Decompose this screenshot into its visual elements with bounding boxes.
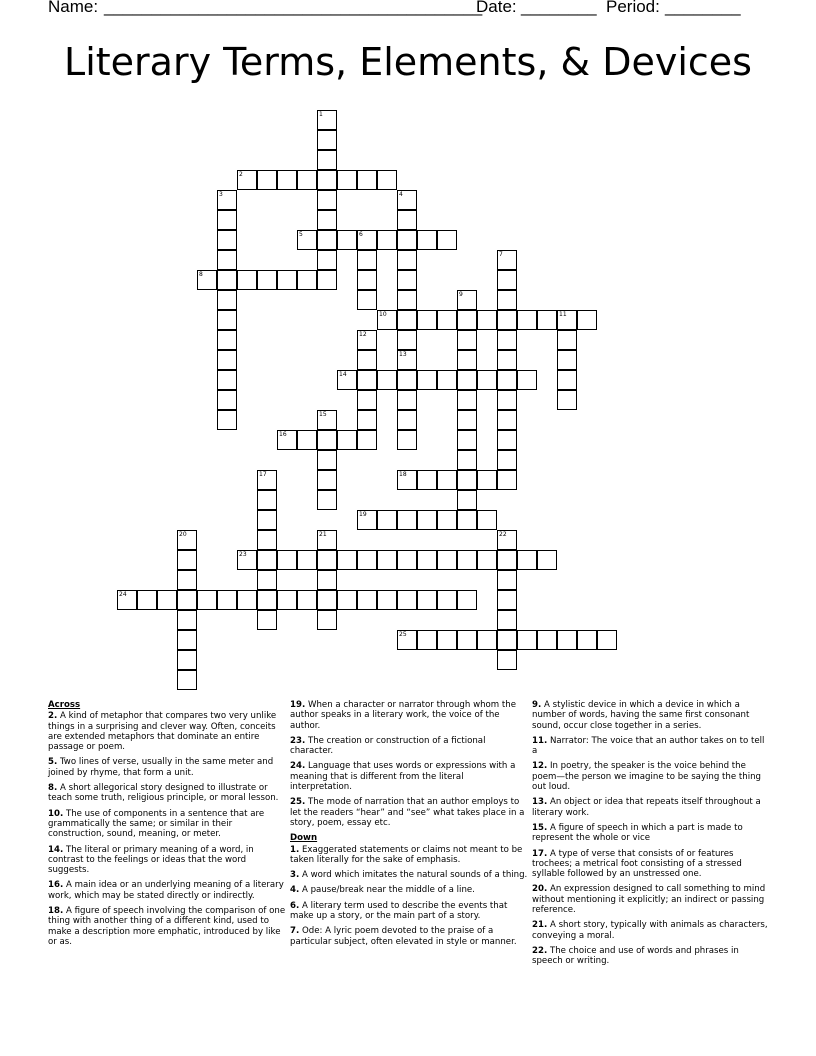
- clue-down-12: 12. In poetry, the speaker is the voice behind the poem—the person we imagine to be saying the thing out loud.: [532, 761, 761, 793]
- crossword-cell[interactable]: [177, 630, 197, 650]
- down-heading: Down: [290, 833, 318, 844]
- crossword-cell[interactable]: [537, 310, 557, 330]
- clue-down-3: 3. A word which imitates the natural sounds of a thing.: [290, 870, 528, 881]
- period-blank: ________: [665, 0, 741, 16]
- name-blank: ________________________________________: [104, 0, 483, 16]
- crossword-cell[interactable]: [177, 570, 197, 590]
- clue-down-1: 1. Exaggerated statements or claims not meant to be taken literally for the sake of emphasis.: [290, 844, 523, 865]
- clue-down-15: 15. A figure of speech in which a part is made to represent the whole or vice: [532, 822, 743, 844]
- clue-number-label: 18: [399, 471, 407, 478]
- crossword-cell[interactable]: [517, 310, 537, 330]
- crossword-cell[interactable]: [517, 630, 537, 650]
- crossword-cell[interactable]: [477, 310, 497, 330]
- clue-number-label: 9: [459, 291, 463, 298]
- crossword-cell[interactable]: [317, 210, 337, 230]
- clue-number-label: 12: [359, 331, 367, 338]
- crossword-cell[interactable]: [557, 350, 577, 370]
- crossword-cell[interactable]: [157, 590, 177, 610]
- crossword-cell[interactable]: [457, 390, 477, 410]
- crossword-cell[interactable]: [397, 370, 417, 390]
- clue-number-label: 6: [359, 231, 363, 238]
- clue-number-label: 17: [259, 471, 267, 478]
- crossword-cell[interactable]: [497, 270, 517, 290]
- crossword-cell[interactable]: [457, 310, 477, 330]
- date-blank: ________: [521, 0, 597, 16]
- clue-down-9: 9. A stylistic device in which a device in which a number of words, having the same first consonant sound, occur close together in a series.: [532, 700, 750, 731]
- crossword-cell[interactable]: [177, 650, 197, 670]
- crossword-cell[interactable]: [417, 590, 437, 610]
- crossword-cell[interactable]: [257, 490, 277, 510]
- crossword-cell[interactable]: [517, 550, 537, 570]
- crossword-cell[interactable]: [357, 430, 377, 450]
- clue-column-2: [290, 700, 528, 952]
- crossword-cell[interactable]: [457, 550, 477, 570]
- crossword-cell[interactable]: [237, 270, 257, 290]
- clue-across-2: 2. A kind of metaphor that compares two very unlike things in a surprising and clever way. Often, conceits are extended metaphors that dominate an entire passage or poem.: [48, 711, 277, 753]
- clue-number-label: 4: [399, 191, 403, 198]
- crossword-cell[interactable]: [257, 590, 277, 610]
- crossword-cell[interactable]: [477, 630, 497, 650]
- crossword-cell[interactable]: [317, 470, 337, 490]
- crossword-cell[interactable]: [297, 590, 317, 610]
- crossword-cell[interactable]: [177, 610, 197, 630]
- crossword-cell[interactable]: [437, 470, 457, 490]
- crossword-cell[interactable]: [357, 390, 377, 410]
- crossword-cell[interactable]: [377, 170, 397, 190]
- page-title: Literary Terms, Elements, & Devices: [64, 40, 752, 84]
- clue-down-13: 13. An object or idea that repeats itself throughout a literary work.: [532, 797, 761, 818]
- crossword-cell[interactable]: [357, 550, 377, 570]
- crossword-cell[interactable]: [317, 130, 337, 150]
- crossword-cell[interactable]: [417, 550, 437, 570]
- crossword-cell[interactable]: [497, 390, 517, 410]
- crossword-cell[interactable]: [497, 410, 517, 430]
- clue-across-19: 19. When a character or narrator through whom the author speaks in a literary work, the voice of the author.: [290, 700, 517, 731]
- crossword-cell[interactable]: [537, 630, 557, 650]
- clue-number-label: 3: [219, 191, 223, 198]
- crossword-cell[interactable]: [217, 310, 237, 330]
- crossword-cell[interactable]: [497, 550, 517, 570]
- clue-number-label: 13: [399, 351, 407, 358]
- crossword-cell[interactable]: [257, 570, 277, 590]
- crossword-cell[interactable]: [217, 410, 237, 430]
- clue-column-3: [532, 700, 770, 972]
- crossword-cell[interactable]: [317, 170, 337, 190]
- crossword-cell[interactable]: [457, 510, 477, 530]
- crossword-cell[interactable]: [257, 550, 277, 570]
- crossword-cell[interactable]: [317, 570, 337, 590]
- clue-across-14: 14. The literal or primary meaning of a word, in contrast to the feelings or ideas that the word suggests.: [48, 844, 254, 876]
- crossword-cell[interactable]: [457, 470, 477, 490]
- crossword-cell[interactable]: [497, 590, 517, 610]
- clue-across-23: 23. The creation or construction of a fictional character.: [290, 735, 486, 757]
- crossword-cell[interactable]: [457, 430, 477, 450]
- crossword-cell[interactable]: [357, 250, 377, 270]
- crossword-cell[interactable]: [417, 630, 437, 650]
- crossword-cell[interactable]: [437, 590, 457, 610]
- crossword-cell[interactable]: [217, 250, 237, 270]
- crossword-cell[interactable]: [557, 390, 577, 410]
- crossword-cell[interactable]: [357, 590, 377, 610]
- crossword-cell[interactable]: [217, 350, 237, 370]
- crossword-cell[interactable]: [337, 170, 357, 190]
- crossword-cell[interactable]: [457, 490, 477, 510]
- clue-number-label: 22: [499, 531, 507, 538]
- crossword-cell[interactable]: [457, 450, 477, 470]
- clue-number-label: 14: [339, 371, 347, 378]
- crossword-cell[interactable]: [257, 610, 277, 630]
- crossword-cell[interactable]: [557, 370, 577, 390]
- crossword-cell[interactable]: [297, 430, 317, 450]
- clue-number-label: 20: [179, 531, 187, 538]
- clue-across-24: 24. Language that uses words or expressions with a meaning that is different from the literal interpretation.: [290, 761, 516, 793]
- clue-number-label: 2: [239, 171, 243, 178]
- crossword-cell[interactable]: [477, 550, 497, 570]
- crossword-cell[interactable]: [317, 490, 337, 510]
- crossword-cell[interactable]: [497, 570, 517, 590]
- crossword-cell[interactable]: [497, 310, 517, 330]
- crossword-cell[interactable]: [337, 430, 357, 450]
- crossword-cell[interactable]: [317, 270, 337, 290]
- crossword-cell[interactable]: [497, 630, 517, 650]
- crossword-cell[interactable]: [437, 630, 457, 650]
- crossword-cell[interactable]: [597, 630, 617, 650]
- crossword-cell[interactable]: [477, 470, 497, 490]
- clue-down-7: 7. Ode: A lyric poem devoted to the praise of a particular subject, often elevated in style or manner.: [290, 926, 517, 947]
- crossword-cell[interactable]: [277, 550, 297, 570]
- crossword-cell[interactable]: [397, 270, 417, 290]
- clue-number-label: 1: [319, 111, 323, 118]
- crossword-cell[interactable]: [217, 270, 237, 290]
- crossword-cell[interactable]: [397, 550, 417, 570]
- crossword-cell[interactable]: [337, 550, 357, 570]
- crossword-cell[interactable]: [357, 170, 377, 190]
- crossword-cell[interactable]: [217, 290, 237, 310]
- crossword-cell[interactable]: [317, 550, 337, 570]
- crossword-cell[interactable]: [457, 630, 477, 650]
- clue-number-label: 7: [499, 251, 503, 258]
- crossword-cell[interactable]: [317, 450, 337, 470]
- crossword-cell[interactable]: [297, 270, 317, 290]
- crossword-cell[interactable]: [457, 410, 477, 430]
- crossword-cell[interactable]: [177, 550, 197, 570]
- crossword-cell[interactable]: [397, 390, 417, 410]
- clue-number-label: 8: [199, 271, 203, 278]
- clue-number-label: 10: [379, 311, 387, 318]
- crossword-cell[interactable]: [257, 270, 277, 290]
- crossword-cell[interactable]: [397, 510, 417, 530]
- crossword-cell[interactable]: [357, 350, 377, 370]
- crossword-cell[interactable]: [317, 150, 337, 170]
- crossword-cell[interactable]: [497, 430, 517, 450]
- crossword-cell[interactable]: [377, 550, 397, 570]
- crossword-cell[interactable]: [357, 370, 377, 390]
- crossword-cell[interactable]: [357, 410, 377, 430]
- crossword-cell[interactable]: [217, 230, 237, 250]
- clue-number-label: 16: [279, 431, 287, 438]
- crossword-cell[interactable]: [237, 590, 257, 610]
- crossword-cell[interactable]: [457, 370, 477, 390]
- crossword-cell[interactable]: [477, 370, 497, 390]
- crossword-cell[interactable]: [397, 330, 417, 350]
- crossword-cell[interactable]: [277, 590, 297, 610]
- crossword-cell[interactable]: [437, 310, 457, 330]
- crossword-cell[interactable]: [397, 230, 417, 250]
- crossword-cell[interactable]: [497, 650, 517, 670]
- crossword-cell[interactable]: [257, 170, 277, 190]
- crossword-cell[interactable]: [517, 370, 537, 390]
- crossword-cell[interactable]: [417, 230, 437, 250]
- crossword-cell[interactable]: [317, 250, 337, 270]
- clue-number-label: 24: [119, 591, 127, 598]
- crossword-cell[interactable]: [477, 510, 497, 530]
- crossword-cell[interactable]: [317, 430, 337, 450]
- clue-across-10: 10. The use of components in a sentence that are grammatically the same; or similar in their construction, sound, meaning, or meter.: [48, 808, 265, 840]
- crossword-cell[interactable]: [317, 230, 337, 250]
- clue-across-25: 25. The mode of narration that an author employs to let the readers “hear” and “see” what takes place in a story, poem, essay etc.: [290, 797, 525, 828]
- clue-number-label: 11: [559, 311, 567, 318]
- crossword-cell[interactable]: [557, 630, 577, 650]
- crossword-cell[interactable]: [397, 210, 417, 230]
- crossword-cell[interactable]: [377, 590, 397, 610]
- crossword-cell[interactable]: [397, 410, 417, 430]
- crossword-cell[interactable]: [497, 610, 517, 630]
- crossword-cell[interactable]: [277, 270, 297, 290]
- clue-number-label: 19: [359, 511, 367, 518]
- crossword-cell[interactable]: [217, 590, 237, 610]
- clue-number-label: 21: [319, 531, 327, 538]
- crossword-cell[interactable]: [537, 550, 557, 570]
- clue-across-5: 5. Two lines of verse, usually in the same meter and joined by rhyme, that form a unit.: [48, 757, 274, 778]
- crossword-cell[interactable]: [297, 550, 317, 570]
- crossword-cell[interactable]: [397, 590, 417, 610]
- crossword-cell[interactable]: [377, 230, 397, 250]
- crossword-cell[interactable]: [397, 310, 417, 330]
- clue-number-label: 5: [299, 231, 303, 238]
- crossword-cell[interactable]: [277, 170, 297, 190]
- crossword-cell[interactable]: [417, 510, 437, 530]
- clue-number-label: 15: [319, 411, 327, 418]
- clue-down-6: 6. A literary term used to describe the events that make up a story, or the main part of a story.: [290, 900, 508, 922]
- clue-column-1: [48, 700, 286, 952]
- crossword-cell[interactable]: [457, 330, 477, 350]
- period-label: Period:: [606, 0, 660, 16]
- crossword-cell[interactable]: [497, 450, 517, 470]
- crossword-cell[interactable]: [497, 370, 517, 390]
- crossword-cell[interactable]: [297, 170, 317, 190]
- crossword-cell[interactable]: [437, 550, 457, 570]
- crossword-cell[interactable]: [217, 210, 237, 230]
- crossword-cell[interactable]: [377, 370, 397, 390]
- crossword-cell[interactable]: [457, 350, 477, 370]
- crossword-cell[interactable]: [497, 330, 517, 350]
- clue-down-17: 17. A type of verse that consists of or features trochees; a metrical foot consisting of a stressed syllable followed by an unstressed one.: [532, 848, 742, 880]
- crossword-cell[interactable]: [417, 470, 437, 490]
- crossword-cell[interactable]: [357, 290, 377, 310]
- clue-across-16: 16. A main idea or an underlying meaning of a literary work, which may be stated directly or indirectly.: [48, 880, 284, 901]
- crossword-cell[interactable]: [177, 590, 197, 610]
- crossword-cell[interactable]: [337, 230, 357, 250]
- crossword-cell[interactable]: [317, 190, 337, 210]
- clue-down-4: 4. A pause/break near the middle of a line.: [290, 885, 475, 896]
- clue-across-18: 18. A figure of speech involving the comparison of one thing with another thing of a different kind, used to make a description more emphatic, introduced by like or as.: [48, 906, 286, 947]
- across-heading: Across: [48, 700, 81, 710]
- crossword-cell[interactable]: [217, 370, 237, 390]
- crossword-cell[interactable]: [137, 590, 157, 610]
- crossword-cell[interactable]: [497, 290, 517, 310]
- crossword-cell[interactable]: [377, 510, 397, 530]
- clue-number-label: 23: [239, 551, 247, 558]
- crossword-cell[interactable]: [497, 350, 517, 370]
- crossword-cell[interactable]: [217, 390, 237, 410]
- crossword-cell[interactable]: [177, 670, 197, 690]
- crossword-cell[interactable]: [397, 250, 417, 270]
- crossword-cell[interactable]: [437, 370, 457, 390]
- crossword-cell[interactable]: [417, 370, 437, 390]
- clue-down-22: 22. The choice and use of words and phrases in speech or writing.: [532, 945, 739, 967]
- crossword-cell[interactable]: [417, 310, 437, 330]
- clue-down-11: 11. Narrator: The voice that an author takes on to tell a: [532, 735, 765, 757]
- date-label: Date:: [476, 0, 517, 16]
- crossword-cell[interactable]: [257, 510, 277, 530]
- crossword-cell[interactable]: [217, 330, 237, 350]
- crossword-cell[interactable]: [497, 470, 517, 490]
- crossword-cell[interactable]: [577, 310, 597, 330]
- crossword-cell[interactable]: [197, 590, 217, 610]
- crossword-cell[interactable]: [437, 230, 457, 250]
- crossword-cell[interactable]: [457, 590, 477, 610]
- clue-down-21: 21. A short story, typically with animals as characters, conveying a moral.: [532, 920, 768, 941]
- crossword-cell[interactable]: [437, 510, 457, 530]
- crossword-cell[interactable]: [337, 590, 357, 610]
- crossword-cell[interactable]: [317, 610, 337, 630]
- clue-down-20: 20. An expression designed to call something to mind without mentioning it explicitly; an indirect or passing reference.: [532, 884, 766, 916]
- crossword-cell[interactable]: [357, 270, 377, 290]
- crossword-cell[interactable]: [257, 530, 277, 550]
- crossword-cell[interactable]: [557, 330, 577, 350]
- crossword-cell[interactable]: [577, 630, 597, 650]
- crossword-cell[interactable]: [397, 290, 417, 310]
- clue-across-8: 8. A short allegorical story designed to illustrate or teach some truth, religious principle, or moral lesson.: [48, 783, 279, 804]
- name-label: Name:: [48, 0, 99, 16]
- clue-number-label: 25: [399, 631, 407, 638]
- crossword-cell[interactable]: [317, 590, 337, 610]
- crossword-cell[interactable]: [397, 430, 417, 450]
